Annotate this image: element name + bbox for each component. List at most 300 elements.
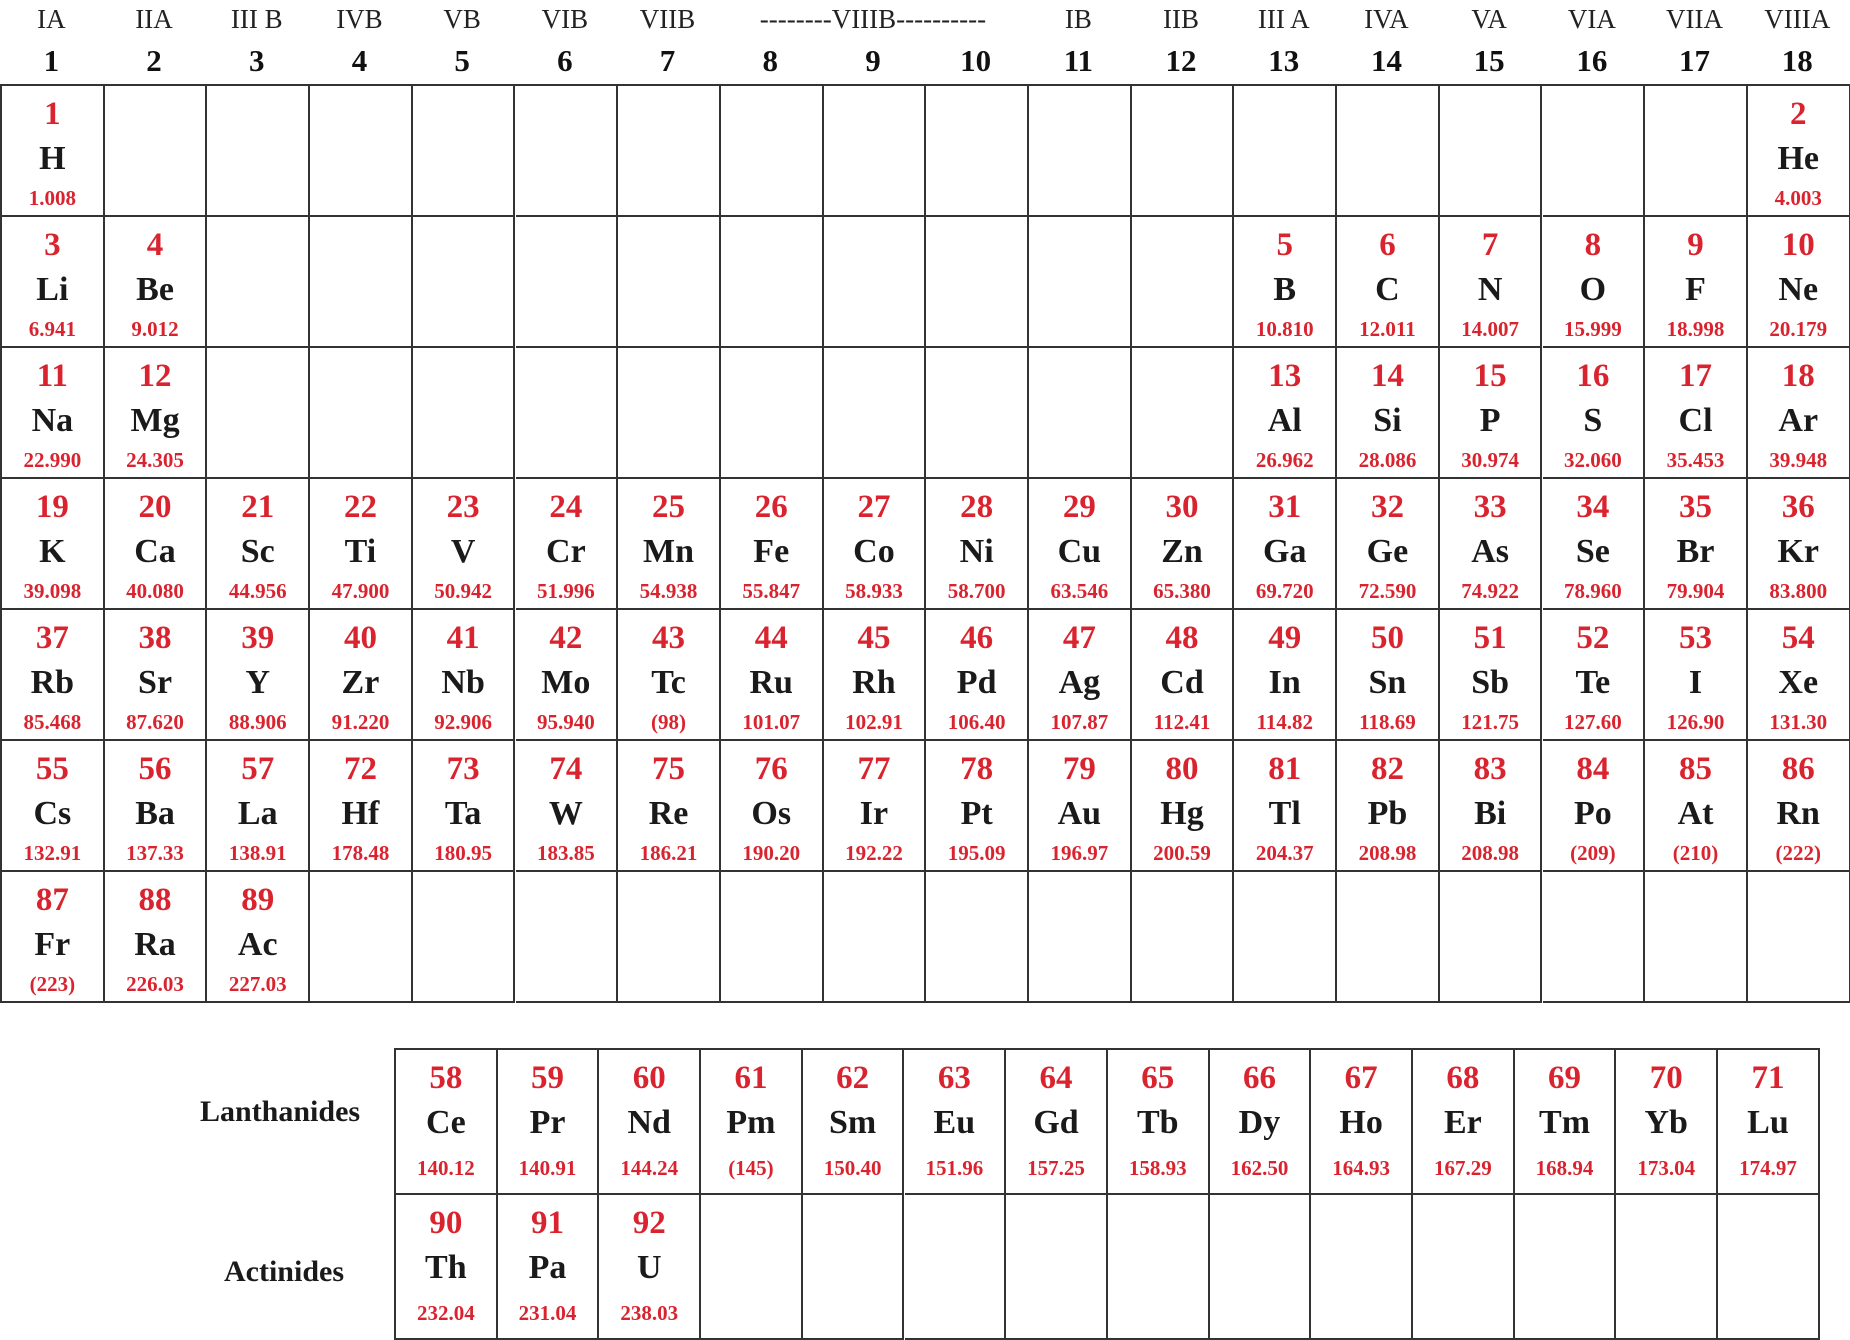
atomic-number: 5	[1276, 227, 1293, 263]
group-roman-label: VB	[443, 4, 481, 34]
group-roman-label: IVA	[1364, 4, 1409, 34]
atomic-mass: 174.97	[1739, 1156, 1797, 1180]
atomic-number: 53	[1679, 620, 1713, 656]
group-viiib-label: --------VIIIB----------	[759, 4, 987, 34]
atomic-mass: 106.40	[947, 710, 1006, 734]
element-cell	[1748, 86, 1850, 217]
atomic-number: 12	[138, 358, 172, 394]
atomic-mass: 6.941	[28, 317, 76, 341]
element-symbol: Rn	[1776, 795, 1820, 832]
atomic-number: 69	[1548, 1060, 1582, 1096]
atomic-mass: 118.69	[1359, 710, 1416, 734]
element-symbol: Ga	[1263, 533, 1307, 570]
element-cell	[1645, 741, 1748, 872]
atomic-number: 14	[1370, 358, 1404, 394]
element-symbol: Ba	[135, 795, 175, 832]
empty-cell	[1440, 872, 1543, 1003]
atomic-mass: 131.30	[1769, 710, 1828, 734]
element-symbol: Be	[136, 271, 174, 308]
element-cell	[1645, 610, 1748, 741]
empty-cell	[516, 872, 619, 1003]
atomic-number: 11	[36, 358, 68, 394]
element-symbol: Ca	[134, 533, 176, 570]
element-symbol: Tm	[1539, 1104, 1591, 1141]
element-symbol: Zr	[341, 664, 380, 701]
element-cell	[105, 610, 208, 741]
empty-cell	[1234, 872, 1337, 1003]
atomic-mass: 88.906	[228, 710, 287, 734]
atomic-number: 82	[1370, 751, 1404, 787]
element-cell	[1645, 217, 1748, 348]
atomic-number: 80	[1165, 751, 1199, 787]
atomic-number: 51	[1473, 620, 1507, 656]
element-cell	[413, 479, 516, 610]
atomic-mass: 15.999	[1563, 317, 1622, 341]
element-cell	[1413, 1050, 1515, 1195]
empty-cell	[310, 217, 413, 348]
atomic-number: 87	[35, 882, 69, 918]
atomic-number: 23	[446, 489, 480, 525]
empty-cell	[1718, 1195, 1820, 1340]
element-cell	[1029, 479, 1132, 610]
atomic-number: 38	[138, 620, 172, 656]
element-cell	[2, 479, 105, 610]
element-cell	[1029, 741, 1132, 872]
group-roman-label: VIIB	[639, 4, 696, 34]
empty-cell	[803, 1195, 905, 1340]
empty-cell	[926, 872, 1029, 1003]
element-symbol: Al	[1267, 402, 1302, 439]
element-symbol: Cs	[33, 795, 72, 832]
atomic-mass: 30.974	[1461, 448, 1520, 472]
element-symbol: Rh	[852, 664, 896, 701]
element-symbol: La	[237, 795, 278, 832]
element-symbol: Yb	[1644, 1104, 1688, 1141]
empty-cell	[618, 217, 721, 348]
element-symbol: B	[1273, 271, 1297, 308]
atomic-mass: 58.933	[845, 579, 903, 603]
element-cell	[105, 741, 208, 872]
element-cell	[1337, 348, 1440, 479]
element-symbol: Li	[36, 271, 69, 308]
element-symbol: W	[548, 795, 583, 832]
element-cell	[1132, 610, 1235, 741]
group-number-label: 4	[351, 43, 368, 78]
atomic-number: 54	[1781, 620, 1815, 656]
atomic-mass: 92.906	[434, 710, 493, 734]
atomic-mass: 150.40	[823, 1156, 882, 1180]
group-number-label: 17	[1679, 43, 1711, 78]
element-symbol: S	[1583, 402, 1603, 439]
empty-cell	[413, 348, 516, 479]
element-cell	[926, 479, 1029, 610]
element-cell	[1006, 1050, 1108, 1195]
element-cell	[2, 86, 105, 217]
element-symbol: Tb	[1136, 1104, 1179, 1141]
element-symbol: Sm	[829, 1104, 877, 1141]
atomic-number: 59	[531, 1060, 565, 1096]
atomic-mass: 112.41	[1153, 710, 1211, 734]
atomic-number: 49	[1268, 620, 1302, 656]
element-cell	[310, 479, 413, 610]
atomic-mass: 28.086	[1358, 448, 1417, 472]
atomic-mass: 95.940	[536, 710, 595, 734]
empty-cell	[824, 86, 927, 217]
group-roman-label: VIB	[541, 4, 589, 34]
element-symbol: Mo	[541, 664, 591, 701]
atomic-mass: 65.380	[1153, 579, 1211, 603]
empty-cell	[1006, 1195, 1108, 1340]
element-symbol: Lu	[1747, 1104, 1789, 1141]
atomic-mass: 63.546	[1050, 579, 1109, 603]
element-cell	[207, 741, 310, 872]
atomic-number: 62	[836, 1060, 870, 1096]
element-symbol: Re	[648, 795, 689, 832]
empty-cell	[1311, 1195, 1413, 1340]
element-cell	[516, 479, 619, 610]
element-symbol: Ir	[859, 795, 889, 832]
element-symbol: O	[1579, 271, 1607, 308]
element-symbol: Na	[31, 402, 74, 439]
element-symbol: Ta	[444, 795, 482, 832]
empty-cell	[824, 872, 927, 1003]
element-cell	[1132, 741, 1235, 872]
empty-cell	[1132, 86, 1235, 217]
atomic-number: 36	[1781, 489, 1815, 525]
element-symbol: F	[1685, 271, 1706, 308]
atomic-number: 41	[446, 620, 480, 656]
group-roman-label: III A	[1257, 4, 1310, 34]
element-cell	[105, 872, 208, 1003]
element-symbol: Dy	[1238, 1104, 1281, 1141]
element-cell	[2, 741, 105, 872]
atomic-number: 28	[960, 489, 994, 525]
element-cell	[1234, 479, 1337, 610]
empty-cell	[721, 872, 824, 1003]
atomic-mass: 44.956	[228, 579, 287, 603]
element-cell	[599, 1195, 701, 1340]
element-cell	[1515, 1050, 1617, 1195]
element-cell	[1748, 741, 1850, 872]
element-cell	[498, 1195, 600, 1340]
empty-cell	[1210, 1195, 1312, 1340]
atomic-mass: 40.080	[126, 579, 184, 603]
atomic-mass: 167.29	[1433, 1156, 1492, 1180]
empty-cell	[1337, 86, 1440, 217]
atomic-mass: 1.008	[28, 186, 76, 210]
element-cell	[618, 741, 721, 872]
atomic-number: 61	[734, 1060, 768, 1096]
group-roman-label: III B	[230, 4, 283, 34]
empty-cell	[1234, 86, 1337, 217]
element-cell	[1440, 348, 1543, 479]
atomic-number: 67	[1344, 1060, 1378, 1096]
atomic-number: 33	[1473, 489, 1507, 525]
group-roman-label: IA	[37, 4, 66, 34]
group-number-label: 10	[960, 43, 992, 78]
empty-cell	[721, 86, 824, 217]
atomic-mass: 164.93	[1332, 1156, 1391, 1180]
element-cell	[1108, 1050, 1210, 1195]
element-cell	[2, 348, 105, 479]
element-cell	[207, 610, 310, 741]
element-cell	[1543, 741, 1646, 872]
element-symbol: Pr	[529, 1104, 566, 1141]
element-symbol: Tl	[1268, 795, 1301, 832]
atomic-number: 75	[652, 751, 686, 787]
element-symbol: P	[1479, 402, 1501, 439]
atomic-mass: 196.97	[1050, 841, 1109, 865]
atomic-number: 84	[1576, 751, 1610, 787]
empty-cell	[105, 86, 208, 217]
atomic-number: 44	[754, 620, 788, 656]
empty-cell	[1029, 86, 1132, 217]
empty-cell	[413, 217, 516, 348]
atomic-mass: 39.948	[1769, 448, 1828, 472]
element-cell	[1748, 479, 1850, 610]
atomic-mass: 121.75	[1461, 710, 1520, 734]
group-number-label: 15	[1473, 43, 1505, 78]
element-cell	[105, 479, 208, 610]
element-symbol: He	[1777, 140, 1819, 177]
element-cell	[1645, 348, 1748, 479]
empty-cell	[926, 217, 1029, 348]
element-symbol: Ru	[749, 664, 793, 701]
atomic-mass: 168.94	[1535, 1156, 1594, 1180]
element-symbol: Hf	[341, 795, 380, 832]
atomic-mass: 24.305	[126, 448, 184, 472]
empty-cell	[701, 1195, 803, 1340]
empty-cell	[1132, 348, 1235, 479]
element-symbol: Gd	[1033, 1104, 1079, 1141]
group-roman-label: IIA	[135, 4, 173, 34]
empty-cell	[1132, 872, 1235, 1003]
atomic-mass: 180.95	[434, 841, 493, 865]
atomic-number: 76	[754, 751, 788, 787]
element-symbol: I	[1688, 664, 1703, 701]
element-cell	[1337, 741, 1440, 872]
element-cell	[599, 1050, 701, 1195]
atomic-mass: 227.03	[228, 972, 287, 996]
element-cell	[1543, 479, 1646, 610]
element-cell	[1748, 217, 1850, 348]
atomic-mass: (222)	[1775, 841, 1821, 865]
atomic-number: 17	[1679, 358, 1713, 394]
atomic-number: 25	[652, 489, 686, 525]
element-cell	[1234, 741, 1337, 872]
element-cell	[1234, 610, 1337, 741]
atomic-mass: 231.04	[518, 1301, 577, 1325]
atomic-mass: 232.04	[416, 1301, 475, 1325]
empty-cell	[1543, 86, 1646, 217]
element-cell	[1337, 610, 1440, 741]
atomic-number: 71	[1751, 1060, 1785, 1096]
atomic-number: 27	[857, 489, 891, 525]
element-symbol: Po	[1573, 795, 1612, 832]
atomic-number: 86	[1781, 751, 1815, 787]
empty-cell	[618, 348, 721, 479]
atomic-number: 45	[857, 620, 891, 656]
atomic-number: 46	[960, 620, 994, 656]
atomic-number: 74	[549, 751, 583, 787]
group-number-label: 12	[1165, 43, 1197, 78]
atomic-mass: 204.37	[1255, 841, 1314, 865]
empty-cell	[618, 86, 721, 217]
atomic-number: 68	[1446, 1060, 1480, 1096]
empty-cell	[926, 86, 1029, 217]
atomic-mass: 183.85	[536, 841, 595, 865]
empty-cell	[926, 348, 1029, 479]
atomic-mass: 190.20	[742, 841, 801, 865]
element-symbol: Ce	[426, 1104, 466, 1141]
element-cell	[701, 1050, 803, 1195]
element-symbol: Zn	[1161, 533, 1203, 570]
element-symbol: H	[39, 140, 66, 177]
group-number-label: 14	[1370, 43, 1402, 78]
element-cell	[1543, 610, 1646, 741]
atomic-mass: 126.90	[1666, 710, 1725, 734]
group-roman-label: VA	[1471, 4, 1507, 34]
atomic-number: 20	[138, 489, 172, 525]
empty-cell	[1108, 1195, 1210, 1340]
element-symbol: Ni	[959, 533, 994, 570]
empty-cell	[207, 86, 310, 217]
empty-cell	[413, 86, 516, 217]
empty-cell	[1029, 348, 1132, 479]
atomic-number: 3	[44, 227, 61, 263]
atomic-number: 32	[1370, 489, 1404, 525]
element-cell	[1748, 348, 1850, 479]
atomic-mass: 39.098	[23, 579, 82, 603]
empty-cell	[1337, 872, 1440, 1003]
element-cell	[824, 610, 927, 741]
group-number-label: 13	[1268, 43, 1300, 78]
element-symbol: Ne	[1778, 271, 1819, 308]
f-block-table	[394, 1048, 1820, 1340]
atomic-mass: 83.800	[1769, 579, 1828, 603]
atomic-mass: 32.060	[1563, 448, 1622, 472]
atomic-mass: 127.60	[1563, 710, 1622, 734]
atomic-number: 1	[44, 96, 61, 132]
group-number-label: 2	[146, 43, 162, 78]
element-symbol: V	[450, 533, 476, 570]
atomic-mass: (145)	[728, 1156, 774, 1180]
atomic-mass: 173.04	[1637, 1156, 1696, 1180]
atomic-mass: 138.91	[228, 841, 287, 865]
element-cell	[618, 610, 721, 741]
lanthanides-label: Lanthanides	[200, 1095, 361, 1128]
element-symbol: Nd	[627, 1104, 671, 1141]
atomic-mass: 144.24	[620, 1156, 679, 1180]
element-cell	[105, 348, 208, 479]
element-symbol: Eu	[933, 1104, 976, 1141]
atomic-mass: 85.468	[23, 710, 82, 734]
atomic-number: 65	[1141, 1060, 1175, 1096]
atomic-number: 52	[1576, 620, 1610, 656]
element-symbol: Nb	[441, 664, 485, 701]
atomic-number: 47	[1062, 620, 1096, 656]
group-number-label: 6	[557, 43, 573, 78]
element-cell	[2, 610, 105, 741]
element-symbol: Y	[245, 664, 271, 701]
atomic-mass: 12.011	[1359, 317, 1416, 341]
atomic-number: 13	[1268, 358, 1302, 394]
group-number-label: 11	[1063, 43, 1093, 78]
element-cell	[498, 1050, 600, 1195]
atomic-mass: 69.720	[1255, 579, 1314, 603]
atomic-number: 88	[138, 882, 172, 918]
element-cell	[1440, 479, 1543, 610]
atomic-number: 7	[1481, 227, 1499, 263]
atomic-mass: 140.91	[518, 1156, 577, 1180]
atomic-number: 64	[1039, 1060, 1073, 1096]
atomic-number: 37	[35, 620, 69, 656]
empty-cell	[1132, 217, 1235, 348]
element-symbol: Bi	[1474, 795, 1507, 832]
element-cell	[207, 479, 310, 610]
element-symbol: Rb	[30, 664, 75, 701]
element-cell	[207, 872, 310, 1003]
atomic-mass: 186.21	[639, 841, 698, 865]
atomic-mass: 18.998	[1666, 317, 1725, 341]
element-symbol: At	[1677, 795, 1714, 832]
element-cell	[1440, 217, 1543, 348]
group-number-label: 16	[1576, 43, 1608, 78]
atomic-number: 70	[1649, 1060, 1683, 1096]
element-symbol: Ge	[1366, 533, 1409, 570]
atomic-mass: 208.98	[1358, 841, 1417, 865]
atomic-mass: 162.50	[1230, 1156, 1289, 1180]
element-symbol: Sr	[138, 664, 173, 701]
element-symbol: Fe	[753, 533, 790, 570]
element-cell	[1234, 348, 1337, 479]
element-cell	[413, 610, 516, 741]
element-cell	[2, 872, 105, 1003]
atomic-mass: 208.98	[1461, 841, 1520, 865]
atomic-mass: 195.09	[947, 841, 1006, 865]
group-number-label: 1	[43, 43, 60, 78]
atomic-number: 50	[1370, 620, 1404, 656]
element-cell	[926, 610, 1029, 741]
atomic-mass: 4.003	[1774, 186, 1822, 210]
atomic-number: 21	[241, 489, 275, 525]
element-symbol: Pb	[1367, 795, 1408, 832]
atomic-mass: 50.942	[434, 579, 493, 603]
group-number-label: 3	[248, 43, 265, 78]
element-symbol: Mg	[130, 402, 180, 439]
element-cell	[1543, 217, 1646, 348]
atomic-mass: 200.59	[1153, 841, 1211, 865]
atomic-number: 77	[857, 751, 891, 787]
element-symbol: Cd	[1160, 664, 1204, 701]
atomic-number: 19	[35, 489, 69, 525]
element-cell	[516, 610, 619, 741]
group-roman-label: IVB	[336, 4, 383, 34]
atomic-mass: 132.91	[23, 841, 82, 865]
group-number-label: 18	[1781, 43, 1813, 78]
empty-cell	[824, 217, 927, 348]
atomic-number: 10	[1781, 227, 1815, 263]
empty-cell	[1440, 86, 1543, 217]
atomic-number: 43	[652, 620, 686, 656]
atomic-mass: 151.96	[925, 1156, 984, 1180]
element-cell	[1718, 1050, 1820, 1195]
element-cell	[310, 741, 413, 872]
atomic-mass: 14.007	[1461, 317, 1520, 341]
element-cell	[1029, 610, 1132, 741]
atomic-mass: 58.700	[947, 579, 1006, 603]
atomic-number: 81	[1268, 751, 1302, 787]
